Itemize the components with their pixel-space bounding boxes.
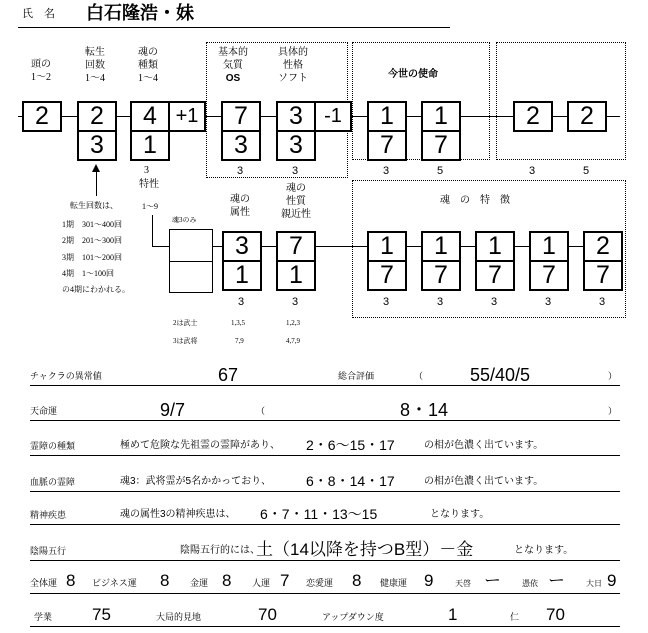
specific-top-box: 3: [276, 101, 316, 132]
spirit-pre: 極めて危険な先祖霊の霊障があり、: [120, 440, 280, 451]
trait5-sub: 3: [599, 296, 606, 308]
row-line-2: [30, 420, 620, 421]
fate-detail: 8・14: [400, 400, 449, 420]
attribute-label: 魂の 属性: [230, 194, 250, 218]
luck-label-4: 恋愛運: [306, 578, 334, 588]
note-line-4: 4期 1～100回: [62, 269, 114, 278]
arrow-up-icon: [92, 164, 100, 172]
attribute-top-box: 3: [222, 231, 262, 262]
fate-label: 天命運: [30, 406, 58, 416]
luck-value-4: 8: [352, 571, 362, 590]
mental-label: 精神疾患: [30, 510, 67, 520]
general-vals2: 4,7,9: [286, 337, 300, 345]
spirit-nums: 2・6～15・17: [306, 437, 395, 453]
trait1-bottom-box: 7: [367, 260, 407, 291]
luck-label-6: 天啓: [455, 579, 471, 588]
name-underline: [18, 27, 450, 28]
lower-connector-v: [152, 215, 153, 246]
affinity-bottom-box: 1: [276, 260, 316, 291]
basic-bottom-box: 3: [221, 130, 261, 161]
specific-sub: 3: [292, 165, 299, 177]
reincarnation-label: 転生 回数 1～4: [85, 47, 105, 84]
note-line-3: 3期 101～200回: [62, 253, 122, 262]
luck-label-5: 健康運: [380, 578, 408, 588]
chakra-value: 67: [218, 365, 239, 385]
mental-nums: 6・7・11・13～15: [260, 506, 378, 522]
right2-sub: 5: [583, 165, 590, 177]
trait5-top-box: 2: [583, 231, 623, 262]
trait3-sub: 3: [491, 296, 498, 308]
overall-open: （: [414, 371, 424, 381]
spirit-post: の相が色濃く出ています。: [424, 440, 544, 451]
study-value: 75: [92, 605, 111, 624]
traits-label: 魂 の 特 徴: [440, 195, 510, 206]
trait4-sub: 3: [545, 296, 552, 308]
mental-post: となります。: [430, 509, 490, 520]
trait2-top-box: 1: [421, 231, 461, 262]
soul-type-label: 魂の 種類 1～4: [138, 47, 158, 84]
reincarnation-bottom-box: 3: [77, 130, 117, 161]
basic-label: 基本的 気質 OS: [218, 47, 248, 84]
warrior-vals2: 1,2,3: [286, 319, 300, 327]
updown-label: アップダウン度: [322, 612, 384, 622]
view-value: 70: [258, 605, 277, 624]
attribute-sub: 3: [238, 296, 245, 308]
luck-label-8: 大日: [586, 579, 602, 588]
trait4-bottom-box: 7: [529, 260, 569, 291]
luck-label-7: 憑依: [522, 579, 538, 588]
head-box: 2: [22, 101, 62, 132]
overall-close: ）: [608, 371, 618, 381]
luck-value-1: 8: [160, 571, 170, 590]
name-label: 氏 名: [22, 8, 55, 20]
yinyang-main: 土（14以降を持つB型）－金: [256, 540, 474, 559]
head-label: 頭の 1～2: [31, 59, 51, 83]
mission-label: 今世の使命: [388, 69, 438, 80]
attribute-bottom-box: 1: [222, 260, 262, 291]
basic-sub: 3: [237, 165, 244, 177]
row-line-1: [30, 385, 620, 386]
soul3-only-box: [169, 229, 213, 293]
luck-value-8: 9: [607, 571, 617, 590]
jin-value: 70: [546, 605, 565, 624]
mental-pre: 魂の属性3の精神疾患は、: [120, 509, 236, 520]
plus-box: +1: [168, 101, 206, 132]
specific-label: 具体的 性格 ソフト: [278, 47, 308, 84]
row-line-4: [30, 491, 620, 492]
yinyang-label: 陰陽五行: [30, 546, 67, 556]
luck-value-7: ー: [548, 571, 565, 590]
soul-type-sub-3: 3: [144, 165, 149, 176]
updown-value: 1: [448, 605, 458, 624]
life2-top-box: 1: [421, 101, 461, 132]
life2-bottom-box: 7: [421, 130, 461, 161]
jin-label: 仁: [510, 612, 520, 622]
life1-sub: 3: [383, 165, 390, 177]
life2-sub: 5: [437, 165, 444, 177]
trait-label: 特性: [139, 179, 159, 190]
life1-top-box: 1: [367, 101, 407, 132]
luck-value-5: 9: [424, 571, 434, 590]
note-line-2: 2期 201～300回: [62, 236, 122, 245]
luck-label-2: 金運: [190, 578, 209, 588]
reincarnation-top-box: 2: [77, 101, 117, 132]
overall-value: 55/40/5: [470, 365, 531, 385]
trait2-bottom-box: 7: [421, 260, 461, 291]
spirit-label: 霊障の種類: [30, 441, 76, 451]
fate-open: （: [256, 406, 266, 416]
trait3-bottom-box: 7: [475, 260, 515, 291]
row-line-5: [30, 524, 620, 525]
row-line-7: [30, 593, 620, 594]
row-line-6: [30, 560, 620, 561]
luck-value-3: 7: [280, 571, 290, 590]
right1-sub: 3: [529, 165, 536, 177]
row-line-3: [30, 455, 620, 456]
note-line-0: 転生回数は、: [70, 201, 118, 210]
study-label: 学業: [34, 612, 53, 622]
affinity-label: 魂の 性質 親近性: [281, 183, 311, 220]
blood-label: 血脈の霊障: [30, 477, 76, 487]
general-note: 3は武将: [173, 337, 198, 345]
trait5-bottom-box: 7: [583, 260, 623, 291]
blood-post: の相が色濃く出ています。: [424, 476, 544, 487]
life1-bottom-box: 7: [367, 130, 407, 161]
chakra-label: チャクラの異常値: [30, 371, 102, 381]
soul-type-bottom-box: 1: [130, 130, 170, 161]
trait4-top-box: 1: [529, 231, 569, 262]
trait1-sub: 3: [383, 296, 390, 308]
yinyang-post: となります。: [514, 545, 574, 556]
basic-top-box: 7: [221, 101, 261, 132]
note-line-5: の4期にわかれる。: [62, 285, 130, 294]
luck-label-3: 人運: [252, 578, 271, 588]
arrow-shaft: [96, 170, 97, 196]
fate-close: ）: [608, 406, 618, 416]
affinity-sub: 3: [292, 296, 299, 308]
specific-bottom-box: 3: [276, 130, 316, 161]
overall-label: 総合評価: [338, 371, 375, 381]
blood-pre: 魂3：武将霊が5名かかっており、: [120, 476, 272, 487]
luck-value-2: 8: [222, 571, 232, 590]
trait3-top-box: 1: [475, 231, 515, 262]
right2-box: 2: [567, 101, 607, 132]
view-label: 大局的見地: [156, 612, 202, 622]
luck-value-0: 8: [66, 571, 76, 590]
luck-label-0: 全体運: [30, 578, 58, 588]
soul-type-top-box: 4: [130, 101, 170, 132]
luck-value-6: ー: [484, 571, 501, 590]
general-vals: 7,9: [235, 337, 244, 345]
trait2-sub: 3: [437, 296, 444, 308]
right1-box: 2: [513, 101, 553, 132]
fate-value: 9/7: [160, 400, 186, 420]
trait-range: 1～9: [142, 202, 158, 211]
note-line-1: 1期 301～400回: [62, 220, 122, 229]
row-line-8: [30, 626, 620, 627]
yinyang-pre: 陰陽五行的には、: [180, 545, 260, 556]
luck-label-1: ビジネス運: [92, 578, 137, 588]
affinity-top-box: 7: [276, 231, 316, 262]
warrior-vals: 1,3,5: [231, 319, 245, 327]
minus-box: -1: [314, 101, 352, 132]
name-value: 白石隆浩・妹: [86, 3, 194, 23]
soul3-only-label: 魂3のみ: [172, 216, 197, 224]
warrior-note: 2は武士: [173, 319, 198, 327]
trait1-top-box: 1: [367, 231, 407, 262]
blood-nums: 6・8・14・17: [306, 473, 395, 489]
